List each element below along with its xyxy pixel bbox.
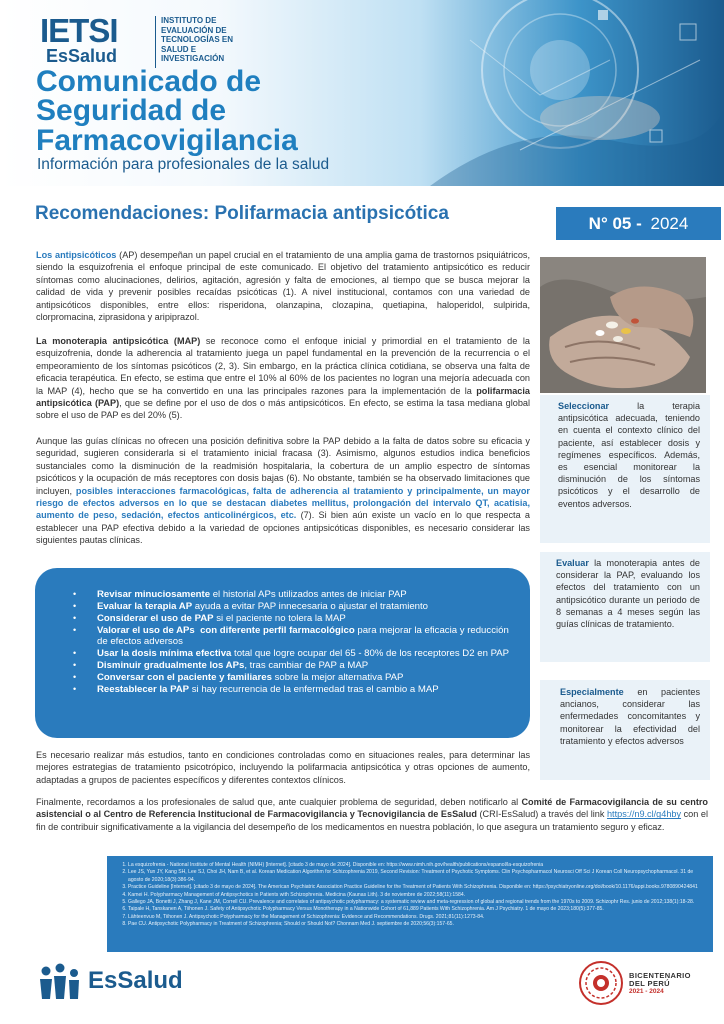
recommendation-item bbox=[67, 625, 510, 648]
photo-illustration bbox=[540, 257, 706, 393]
reference-item: 2. Lee JS, Yun JY, Kang SH, Lee SJ, Choi JH, Nam B, et al. Korean Medication Algorithm for Schizophrenia 2019, Second Revision: Treatment of Psychotic Symptoms. Clin Psychopharmacol Neurosci Off Sci J Korean Coll Neuropsychopharmacol. 31 de agosto de 2020;18(3):386-94. bbox=[128, 869, 705, 884]
sidebar-note-especialmente bbox=[548, 686, 700, 747]
issue-year: 2024 bbox=[650, 213, 689, 233]
paragraph-text: (CRI-EsSalud) a través del link bbox=[476, 809, 607, 820]
paragraph-intro bbox=[36, 249, 530, 323]
logo-essalud-sub: EsSalud bbox=[46, 46, 118, 66]
reference-item: 6. Taipale H, Tanskanen A, Tiihonen J. Safety of Antipsychotic Polypharmacy Versus Monotherapy in a Nationwide Cohort of 61,889 Patients With Schizophrenia. Am J Psychiatry. 1 de mayo de 2023;180(5):377-85. bbox=[128, 906, 705, 913]
sidebar-lead: Especialmente bbox=[560, 687, 624, 697]
bicentenario-seal-icon bbox=[578, 960, 624, 1006]
recommendation-text: si el paciente no tolera la MAP bbox=[213, 612, 346, 624]
recommendation-bold: Usar la dosis mínima efectiva bbox=[97, 648, 232, 660]
logo-desc-line: SALUD E bbox=[161, 44, 197, 54]
recommendation-text: total que logre ocupar del 65 - 80% de los receptores D2 en PAP bbox=[231, 648, 510, 660]
paragraph-lead: Los antipsicóticos bbox=[36, 250, 117, 260]
logo-desc-line: INVESTIGACIÓN bbox=[161, 54, 225, 64]
recommendation-bold: Disminuir gradualmente los APs bbox=[97, 660, 245, 672]
logo-desc-line: INSTITUTO DE bbox=[161, 16, 217, 25]
sidebar-lead: Evaluar bbox=[556, 558, 589, 568]
issue-badge bbox=[556, 207, 721, 240]
recommendation-item bbox=[67, 684, 510, 696]
paragraph-text: Aunque las guías clínicas no ofrecen una posición definitiva sobre la PAP debido a la falta de datos sobre su eficacia y seguridad, sugieren considerarla si el tratamiento inicial fracasa (3). Asimismo, algunos estudios indica beneficios sustanciales como la disminución de la readmisión hospitalaria, la cobertura de un amplio espectro de síntomas psicóticos y la ocupación de más receptores con dosis bajas (6). No obstante, también se ha observado limitaciones que incluyen, bbox=[36, 436, 530, 496]
reference-item: 3. Practice Guideline [Internet]. [citado 3 de mayo de 2024]. The American Psychiatric Association Practice Guideline for the Treatment of Patients With Schizophrenia. Disponible en: https://psychiatryonline.org/doi/book/10.1176/appi.books.9780890424841 bbox=[128, 884, 705, 891]
recommendation-item bbox=[67, 613, 510, 625]
recommendation-bold: Evaluar la terapia AP bbox=[97, 600, 193, 612]
paragraph-highlight: posibles interacciones farmacológicas, falta de adherencia al tratamiento y principalmente, un mayor riesgo de efectos adversos en lo que se destacan diabetes mellitus, prolongación del intervalo QT, acatisia, aumento de peso, sedación, efectos anticolinérgicos, etc. bbox=[36, 485, 530, 521]
references-box bbox=[107, 856, 713, 952]
reference-item: 8. Pae CU. Antipsychotic Polypharmacy in Treatment of Schizophrenia; Should or Should Not? Chonnam Med J. septiembre de 2020;56(3):157-65. bbox=[128, 921, 705, 928]
sidebar-note-evaluar bbox=[548, 557, 700, 630]
logo-desc-line: TECNOLOGÍAS EN bbox=[161, 35, 234, 45]
logo-ietsi: IETSI bbox=[40, 12, 118, 49]
recommendation-bold: Revisar minuciosamente bbox=[97, 589, 211, 600]
references-list bbox=[117, 862, 705, 929]
bicentenario-text bbox=[629, 972, 691, 996]
recommendation-bold: Valorar el uso de APs con diferente perfil farmacológico bbox=[97, 624, 355, 636]
recommendation-item bbox=[67, 601, 510, 613]
bicentenario-line1: BICENTENARIO bbox=[629, 971, 691, 980]
sidebar-text: en pacientes ancianos, considerar las enfermedades concomitantes y monitorear la efectividad del tratamiento y efectos adversos bbox=[560, 687, 700, 746]
page-title-line1: Comunicado de bbox=[36, 65, 262, 98]
recommendation-text: ayuda a evitar PAP innecesaria o ajustar el tratamiento bbox=[192, 600, 428, 612]
logo-description bbox=[161, 16, 256, 64]
recommendation-item bbox=[67, 672, 510, 684]
reference-item: 5. Gallego JA, Bonetti J, Zhang J, Kane JM, Correll CU. Prevalence and correlates of antipsychotic polypharmacy: a systematic review and meta-regression of global and regional trends from the 1970s to 2009. Schizophr Res. junio de 2012;138(1):18-28. bbox=[128, 899, 705, 906]
issue-number: N° 05 bbox=[588, 213, 632, 233]
hands-pills-photo bbox=[540, 257, 706, 393]
bicentenario-line2: DEL PERÚ bbox=[629, 979, 670, 988]
recommendation-text: , tras cambiar de PAP a MAP bbox=[244, 660, 369, 672]
page-title-line2: Seguridad de bbox=[36, 94, 227, 127]
recommendation-item bbox=[67, 660, 510, 672]
page-subtitle: Información para profesionales de la salud bbox=[37, 156, 330, 173]
paragraph-text: Finalmente, recordamos a los profesionales de salud que, ante cualquier problema de seguridad, deben notificarlo al bbox=[36, 797, 522, 807]
logo-divider bbox=[155, 16, 156, 68]
recommendation-item bbox=[67, 589, 510, 601]
notification-link[interactable]: https://n9.cl/g4hby bbox=[606, 809, 682, 820]
logo-desc-line: EVALUACIÓN DE bbox=[161, 25, 227, 35]
paragraph-notificacion bbox=[36, 796, 708, 833]
reference-item: 1. La esquizofrenia - National Institute of Mental Health (NIMH) [Internet]. [citado 3 de mayo de 2024]. Disponible en: https://www.nimh.nih.gov/health/publications/espanol/la-esquizofrenia bbox=[128, 862, 705, 869]
reference-item: 7. Lähteenvuo M, Tiihonen J. Antipsychotic Polypharmacy for the Management of Schizophrenia: Evidence and Recommendations. Drugs. 2021;81(11):1273-84. bbox=[128, 914, 705, 921]
paragraph-lead: La monoterapia antipsicótica (MAP) bbox=[36, 336, 201, 346]
sidebar-text: la terapia antipsicótica adecuada, teniendo en cuenta el contexto clínico del paciente, así establecer dosis y regímenes específicos. Además, es esencial monitorear la disminución de los síntomas psicóticos y el desarrollo de eventos adversos. bbox=[558, 401, 700, 509]
paragraph-text: con el fin de contribuir significativamente a la vigilancia del desempeño de los medicamentos en nuestra población, lo que asegura un tratamiento seguro y eficaz. bbox=[36, 809, 709, 832]
recommendation-bold: Considerar el uso de PAP bbox=[97, 612, 214, 624]
recommendation-text: el historial APs utilizados antes de iniciar PAP bbox=[210, 589, 407, 600]
paragraph-guias bbox=[36, 435, 530, 547]
recommendations-list bbox=[67, 589, 510, 695]
paragraph-text: (7). Si bien aún existe un vacío en lo que respecta a establecer una PAP efectiva debido a la variedad de opciones antipsicóticas disponibles, es necesario considerar las siguientes pautas clínicas. bbox=[36, 510, 530, 546]
sidebar-lead: Seleccionar bbox=[558, 401, 610, 411]
bicentenario-years: 2021 - 2024 bbox=[629, 988, 664, 995]
sidebar-text: la monoterapia antes de considerar la PAP, evaluando los efectos del tratamiento con un antipsicótico durante un periodo de 8 semanas a 4 meses según las guías clínicas de tratamiento. bbox=[556, 558, 700, 630]
paragraph-bold: Comité de Farmacovigilancia de su centro asistencial o al Centro de Referencia Institucional de Farmacovigilancia y Tecnovigilancia de EsSalud bbox=[36, 797, 708, 820]
recommendation-text: si hay recurrencia de la enfermedad tras el cambio a MAP bbox=[189, 683, 439, 695]
header-banner bbox=[0, 0, 724, 186]
issue-separator: - bbox=[631, 213, 647, 233]
paragraph-text: , que se define por el uso de dos o más antipsicóticos. En efecto, se estima la tasa mediana global sobre el uso de PAP es del 20% (5). bbox=[36, 398, 530, 421]
paragraph-estudios: Es necesario realizar más estudios, tanto en condiciones controladas como en situaciones reales, para determinar las mejores estrategias de tratamiento psicotrópico, incluyendo la polifarmacia antipsicótica y otras opciones de aumento, adaptadas a grupos de pacientes específicos y diferentes contextos clínicos. bbox=[36, 750, 530, 785]
paragraph-monoterapia bbox=[36, 335, 530, 422]
reference-item: 4. Kamei H. Polypharmacy Management of Antipsychotics in Patients with Schizophrenia. Medicina (Kaunas Lith). 3 de noviembre de 2022;58(11):1584. bbox=[128, 892, 705, 899]
recommendation-text: para mejorar la eficacia y reducción de efectos adversos bbox=[97, 624, 509, 648]
recommendation-bold: Conversar con el paciente y familiares bbox=[97, 671, 272, 683]
recommendations-box bbox=[35, 568, 530, 738]
paragraph-text: (AP) desempeñan un papel crucial en el tratamiento de una amplia gama de trastornos psiquiátricos, siendo la esquizofrenia el enfoque principal de este comunicado. El objetivo del tratamiento antipsicótico es reducir síntomas como alucinaciones, delirios, agitación, agresión y falta de emociones, al tiempo que se busca mejorar la calidad de vida y prevenir posibles recaídas psicóticas (1). A nivel institucional, contamos con una variedad de antipsicóticos disponibles, entre ellos: risperidona, olanzapina, clozapina, quetiapina, haloperidol, sulpirida, clorpromacina, ziprasidona y aripiprazol. bbox=[36, 250, 530, 323]
sidebar-note-seleccionar bbox=[548, 400, 700, 510]
recommendation-bold: Reestablecer la PAP bbox=[97, 683, 190, 695]
page-title-line3: Farmacovigilancia bbox=[36, 124, 298, 157]
essalud-logo-text: EsSalud bbox=[88, 967, 183, 994]
section-title: Recomendaciones: Polifarmacia antipsicótica bbox=[35, 203, 449, 224]
paragraph-bold: polifarmacia antipsicótica (PAP) bbox=[36, 385, 530, 409]
paragraph-text: se reconoce como el enfoque inicial y primordial en el tratamiento de la esquizofrenia, donde la adherencia al tratamiento juega un papel fundamental en la prevención de la recurrencia o el empeoramiento de los síntomas psicóticos (2, 3). Sin embargo, en la práctica clínica cotidiana, se observa una falta de eficacia terapéutica. En efecto, se estima que entre el 10% al 60% de los pacientes no logran una mejoría adecuada con la MAP (4), hecho que se ha convertido en una las principales razones para la implementación de la bbox=[36, 336, 530, 396]
recommendation-item bbox=[67, 648, 510, 660]
recommendation-text: sobre la mejor alternativa PAP bbox=[271, 671, 404, 683]
